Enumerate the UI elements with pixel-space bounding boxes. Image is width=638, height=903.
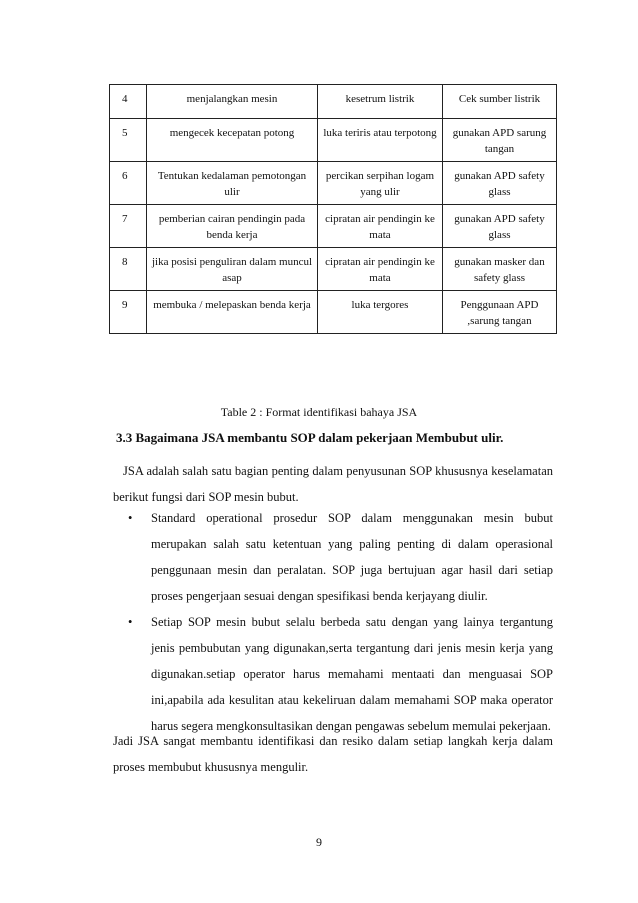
bullet-icon: • <box>128 511 133 525</box>
work-step: membuka / melepaskan benda kerja <box>147 291 318 334</box>
hazard: luka teriris atau terpotong <box>318 119 443 162</box>
jsa-table <box>109 84 557 334</box>
control: gunakan APD safety glass <box>443 162 557 205</box>
hazard: kesetrum listrik <box>318 85 443 119</box>
list-item <box>113 609 553 739</box>
row-number: 8 <box>110 248 147 291</box>
section-heading: 3.3 Bagaimana JSA membantu SOP dalam pekerjaan Membubut ulir. <box>116 430 504 445</box>
work-step: mengecek kecepatan potong <box>147 119 318 162</box>
page-number: 9 <box>316 835 322 849</box>
row-number: 4 <box>110 85 147 119</box>
closing-paragraph: Jadi JSA sangat membantu identifikasi dan resiko dalam setiap langkah kerja dalam proses membubut khususnya mengulir. <box>113 734 553 774</box>
work-step: jika posisi penguliran dalam muncul asap <box>147 248 318 291</box>
row-number: 7 <box>110 205 147 248</box>
hazard: cipratan air pendingin ke mata <box>318 248 443 291</box>
hazard: luka tergores <box>318 291 443 334</box>
list-item <box>113 505 553 609</box>
table-row <box>110 162 557 205</box>
table-row <box>110 248 557 291</box>
control: Penggunaan APD ,sarung tangan <box>443 291 557 334</box>
control: Cek sumber listrik <box>443 85 557 119</box>
hazard: percikan serpihan logam yang ulir <box>318 162 443 205</box>
table-caption: Table 2 : Format identifikasi bahaya JSA <box>220 405 418 419</box>
work-step: Tentukan kedalaman pemotongan ulir <box>147 162 318 205</box>
hazard: cipratan air pendingin ke mata <box>318 205 443 248</box>
bullet-icon: • <box>128 615 133 629</box>
bullet-list <box>113 505 553 739</box>
table-row <box>110 291 557 334</box>
table-row <box>110 119 557 162</box>
table-row <box>110 85 557 119</box>
work-step: pemberian cairan pendingin pada benda kerja <box>147 205 318 248</box>
row-number: 6 <box>110 162 147 205</box>
row-number: 9 <box>110 291 147 334</box>
control: gunakan masker dan safety glass <box>443 248 557 291</box>
table-row <box>110 205 557 248</box>
row-number: 5 <box>110 119 147 162</box>
list-item-text: Standard operational prosedur SOP dalam menggunakan mesin bubut merupakan salah satu ketentuan yang paling penting di dalam operasional penggunaan mesin dan peralatan. SOP juga bertujuan agar hasil dari setiap proses pengerjaan sesuai dengan spesifikasi benda kerjayang diulir. <box>151 511 553 603</box>
list-item-text: Setiap SOP mesin bubut selalu berbeda satu dengan yang lainya tergantung jenis pembubutan yang digunakan,serta tergantung dari jenis mesin kerja yang digunakan.setiap operator harus memahami mentaati dan menguasai SOP ini,apabila ada kesulitan atau kekeliruan dalam memahami SOP maka operator harus segera mengkonsultasikan dengan pengawas sebelum memulai pekerjaan. <box>151 615 553 733</box>
work-step: menjalangkan mesin <box>147 85 318 119</box>
control: gunakan APD safety glass <box>443 205 557 248</box>
intro-paragraph: JSA adalah salah satu bagian penting dalam penyusunan SOP khususnya keselamatan berikut fungsi dari SOP mesin bubut. <box>113 464 553 504</box>
control: gunakan APD sarung tangan <box>443 119 557 162</box>
